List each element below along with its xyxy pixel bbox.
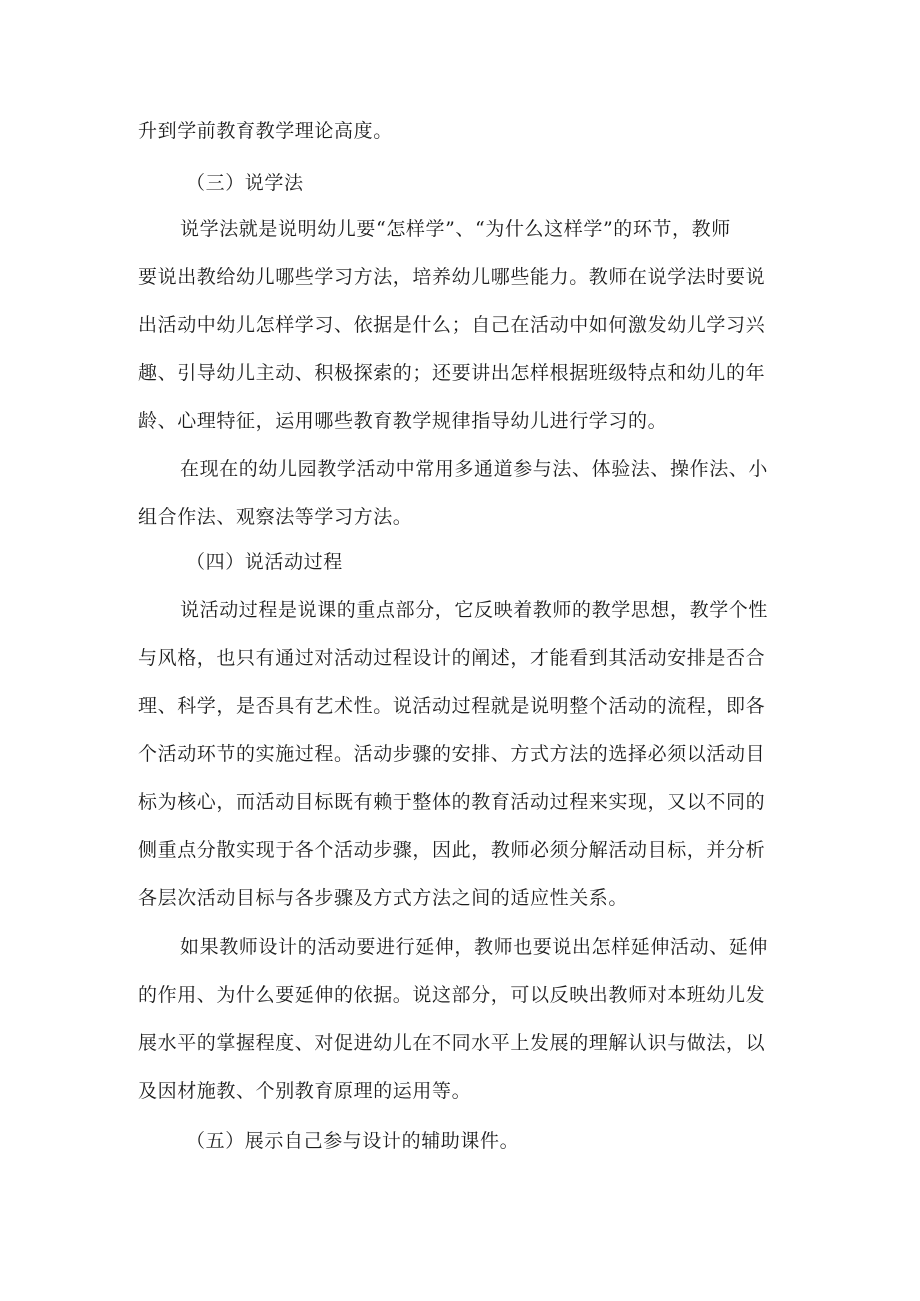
paragraph-line: 侧重点分散实现于各个活动步骤，因此，教师必须分解活动目标，并分析 <box>138 839 766 861</box>
section-heading: （五）展示自己参与设计的辅助课件。 <box>186 1130 520 1152</box>
section-heading: （四）说活动过程 <box>186 551 343 573</box>
paragraph-line: 理、科学，是否具有艺术性。说活动过程就是说明整个活动的流程，即各 <box>138 695 766 717</box>
paragraph-line: 要说出教给幼儿哪些学习方法，培养幼儿哪些能力。教师在说学法时要说 <box>138 266 766 288</box>
paragraph-line: 的作用、为什么要延伸的依据。说这部分，可以反映出教师对本班幼儿发 <box>138 984 766 1006</box>
paragraph-line: 龄、心理特征，运用哪些教育教学规律指导幼儿进行学习的。 <box>138 410 668 432</box>
paragraph-line: 出活动中幼儿怎样学习、依据是什么；自己在活动中如何激发幼儿学习兴 <box>138 314 766 336</box>
paragraph-line: 及因材施教、个别教育原理的运用等。 <box>138 1080 472 1102</box>
paragraph-line: 各层次活动目标与各步骤及方式方法之间的适应性关系。 <box>138 887 629 909</box>
paragraph-line: 个活动环节的实施过程。活动步骤的安排、方式方法的选择必须以活动目 <box>138 743 766 765</box>
section-heading: （三）说学法 <box>186 172 304 194</box>
paragraph-line: 如果教师设计的活动要进行延伸，教师也要说出怎样延伸活动、延伸 <box>180 936 769 958</box>
paragraph-line: 说学法就是说明幼儿要“怎样学”、“为什么这样学”的环节，教师 <box>180 218 731 240</box>
paragraph-line: 在现在的幼儿园教学活动中常用多通道参与法、体验法、操作法、小 <box>180 458 769 480</box>
paragraph-line: 升到学前教育教学理论高度。 <box>138 120 393 142</box>
paragraph-line: 组合作法、观察法等学习方法。 <box>138 506 413 528</box>
paragraph-line: 趣、引导幼儿主动、积极探索的；还要讲出怎样根据班级特点和幼儿的年 <box>138 362 766 384</box>
paragraph-line: 与风格，也只有通过对活动过程设计的阐述，才能看到其活动安排是否合 <box>138 647 766 669</box>
paragraph-line: 展水平的掌握程度、对促进幼儿在不同水平上发展的理解认识与做法，以 <box>138 1032 766 1054</box>
paragraph-line: 标为核心，而活动目标既有赖于整体的教育活动过程来实现，又以不同的 <box>138 791 766 813</box>
paragraph-line: 说活动过程是说课的重点部分，它反映着教师的教学思想，教学个性 <box>180 599 769 621</box>
